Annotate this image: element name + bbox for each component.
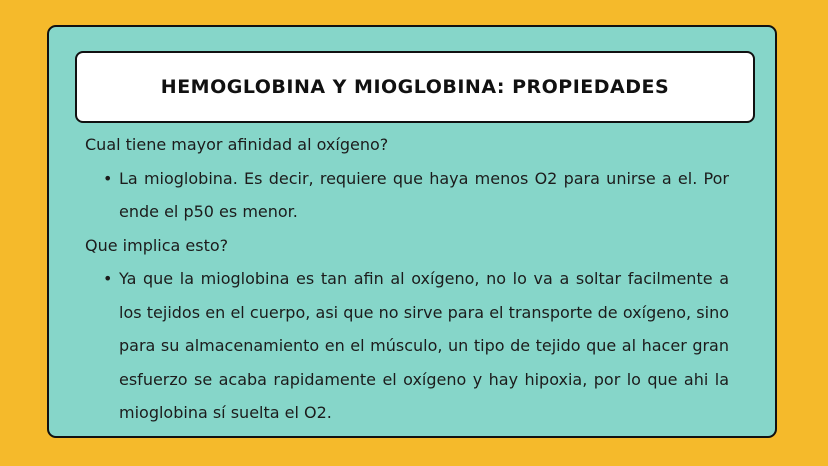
answer-item-1 (103, 162, 729, 229)
bullet-icon: • (103, 168, 113, 188)
answer-item-2 (103, 262, 729, 430)
bullet-icon: • (103, 269, 113, 288)
slide-card (47, 25, 777, 438)
answer-list-1 (85, 162, 729, 229)
answer-list-2 (85, 262, 729, 430)
answer-text-2: Ya que la mioglobina es tan afin al oxígeno, no lo va a soltar facilmente a los tejidos en el cuerpo, asi que no sirve para el transporte de oxígeno, sino para su almacenamiento en el músculo, un tipo de tejido que al hacer gran esfuerzo se acaba rapidamente el oxígeno y hay hipoxia, por lo que ahi la mioglobina sí suelta el O2. (119, 269, 729, 422)
slide-content (85, 128, 729, 430)
question-1: Cual tiene mayor afinidad al oxígeno? (85, 135, 389, 154)
question-2: Que implica esto? (85, 235, 229, 255)
title-box (75, 51, 755, 123)
slide-title: HEMOGLOBINA Y MIOGLOBINA: PROPIEDADES (160, 76, 670, 98)
answer-text-1: La mioglobina. Es decir, requiere que haya menos O2 para unirse a el. Por ende el p50 es menor. (119, 168, 729, 221)
